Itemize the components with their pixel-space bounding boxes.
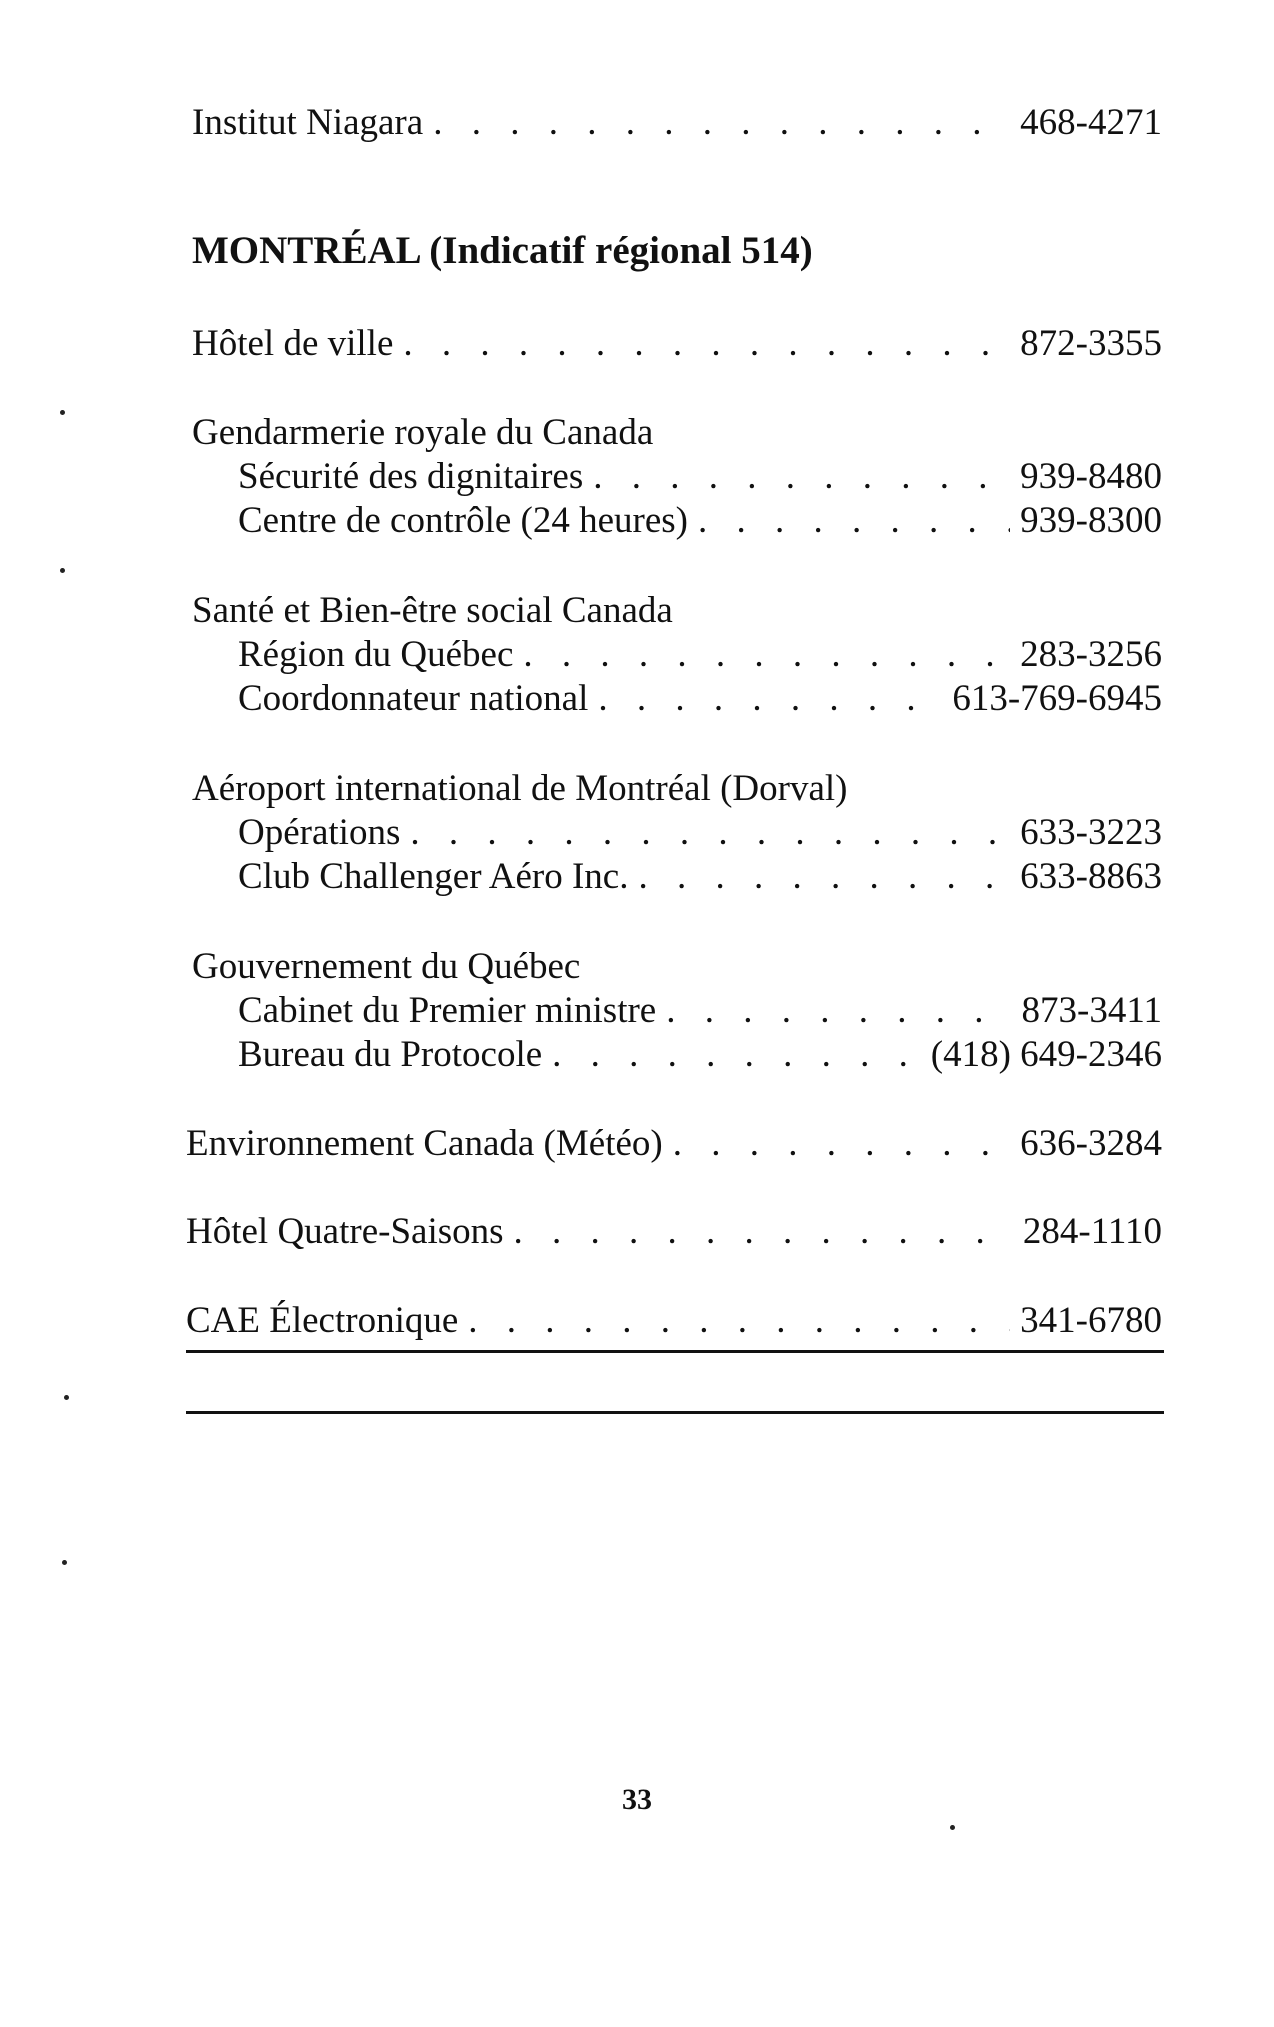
- entry-hotel-quatre-saisons: [186, 1209, 1162, 1255]
- entry-label: Cabinet du Premier ministre: [238, 990, 657, 1031]
- dot-leader: [433, 100, 1010, 146]
- scan-speck: [64, 1395, 69, 1400]
- entry-label: Sécurité des dignitaires: [238, 456, 584, 497]
- phone-number: 633-8863: [1020, 856, 1162, 897]
- scan-speck: [950, 1825, 955, 1830]
- entry-label: Coordonnateur national: [238, 678, 589, 719]
- entry-label: Club Challenger Aéro Inc.: [238, 856, 629, 897]
- entry-cabinet-premier-ministre: [238, 988, 1162, 1034]
- horizontal-rule: [186, 1411, 1164, 1414]
- section-heading-montreal: MONTRÉAL (Indicatif régional 514): [192, 229, 813, 272]
- entry-label: Environnement Canada (Météo): [186, 1123, 663, 1164]
- entry-label: Opérations: [238, 812, 401, 853]
- dot-leader: [410, 810, 1010, 856]
- group-title-sante: Santé et Bien-être social Canada: [192, 590, 673, 631]
- scan-speck: [60, 568, 65, 573]
- entry-label: Hôtel de ville: [192, 323, 394, 364]
- page-number: 33: [622, 1783, 652, 1816]
- entry-label: Bureau du Protocole: [238, 1034, 543, 1075]
- entry-label: Hôtel Quatre-Saisons: [186, 1211, 504, 1252]
- dot-leader: [666, 988, 1011, 1034]
- entry-region-quebec: [238, 632, 1162, 678]
- entry-operations: [238, 810, 1162, 856]
- dot-leader: [698, 498, 1010, 544]
- entry-label: CAE Électronique: [186, 1300, 459, 1341]
- dot-leader: [468, 1298, 1010, 1344]
- phone-number: 284-1110: [1022, 1211, 1162, 1252]
- entry-centre-controle: [238, 498, 1162, 544]
- dot-leader: [593, 454, 1010, 500]
- entry-cae-electronique: [186, 1298, 1162, 1344]
- entry-environnement-canada: [186, 1121, 1162, 1167]
- group-title-gouvernement: Gouvernement du Québec: [192, 946, 581, 987]
- dot-leader: [598, 676, 942, 722]
- entry-label: Centre de contrôle (24 heures): [238, 500, 688, 541]
- phone-number: 613-769-6945: [952, 678, 1162, 719]
- phone-number: 283-3256: [1020, 634, 1162, 675]
- horizontal-rule: [186, 1350, 1164, 1353]
- phone-number: 468-4271: [1020, 102, 1162, 143]
- phone-number: 341-6780: [1020, 1300, 1162, 1341]
- phone-number: 636-3284: [1020, 1123, 1162, 1164]
- phone-number: 872-3355: [1020, 323, 1162, 364]
- dot-leader: [514, 1209, 1013, 1255]
- entry-bureau-protocole: [238, 1032, 1162, 1078]
- entry-institut-niagara: [192, 100, 1162, 146]
- group-title-aeroport: Aéroport international de Montréal (Dorval): [192, 768, 848, 809]
- group-title-grc: Gendarmerie royale du Canada: [192, 412, 654, 453]
- dot-leader: [552, 1032, 921, 1078]
- scan-speck: [60, 410, 65, 415]
- entry-hotel-de-ville: [192, 321, 1162, 367]
- entry-club-challenger: [238, 854, 1162, 900]
- entry-label: Région du Québec: [238, 634, 514, 675]
- entry-label: Institut Niagara: [192, 102, 424, 143]
- phone-number: 939-8480: [1020, 456, 1162, 497]
- dot-leader: [523, 632, 1010, 678]
- phone-number: 873-3411: [1021, 990, 1162, 1031]
- dot-leader: [673, 1121, 1010, 1167]
- phone-number: (418) 649-2346: [930, 1034, 1162, 1075]
- dot-leader: [403, 321, 1010, 367]
- entry-coordonnateur-national: [238, 676, 1162, 722]
- dot-leader: [638, 854, 1010, 900]
- entry-securite-dignitaires: [238, 454, 1162, 500]
- phone-number: 633-3223: [1020, 812, 1162, 853]
- scan-speck: [62, 1560, 67, 1565]
- phone-number: 939-8300: [1020, 500, 1162, 541]
